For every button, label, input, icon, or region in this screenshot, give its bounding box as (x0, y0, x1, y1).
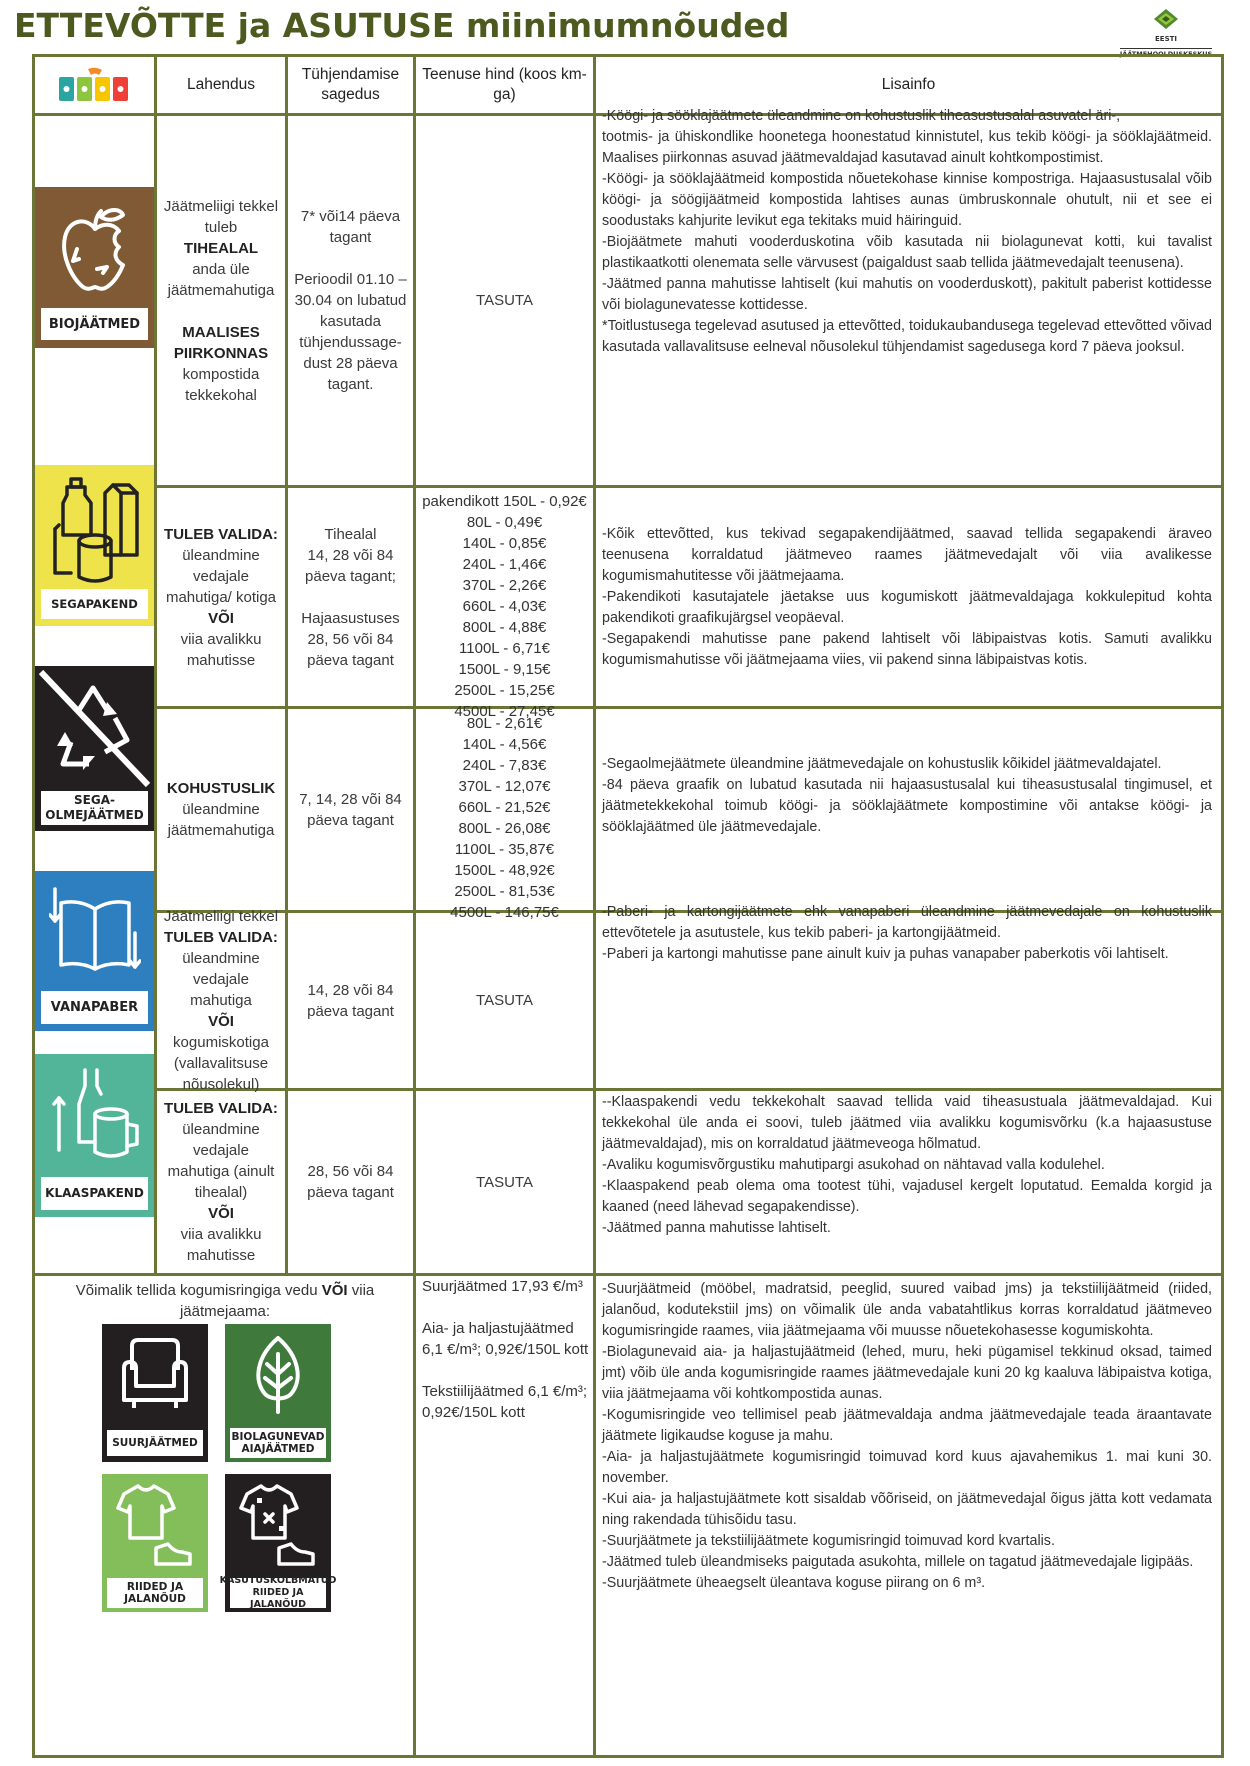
paper-price: TASUTA (476, 992, 533, 1009)
glass-solution: TULEB VALIDA: üleandmine vedajale mahutiga (ainult tihealal) VÕI viia avalikku mahutisse (164, 1100, 278, 1264)
packaging-solution: TULEB VALIDA: üleandmine vedajale mahutiga/ kotiga VÕI viia avalikku mahutisse (164, 525, 278, 669)
glass-info: --Klaaspakendi vedu tekkekohalt saavad tellida vaid tiheasustuala jäätmevaldajad. Kui tekkekohal üle anda ei soovi, tuleb jäätmed viia avalikku kogumisvõrku (k.a hajaasustuse jäätmevaldajad), mis on korraldatud jäätmeveoga hõlmatud. -Avaliku kogumisvõrgustiku mahutipargi asukohad on nähtavad valla kodulehel. -Klaaspakend peab olema oma tootest tühi, vajadusel kergelt loputatud. Eemalda korgid ja kaaned (need lähevad segapakendisse). -Jäätmed panna mahutisse lahtiselt. (602, 1094, 1212, 1236)
paper-info: -Paberi- ja kartongijäätmete ehk vanapaberi üleandmine jäätmevedajale on kohustuslik ettevõtetele ja asutustele, kus tekib paberi- ja kartongijäätmeid. -Paberi ja kartongi mahutisse pane ainult kuiv ja puhas vanapaber paberkotis või lahtiselt. (602, 904, 1212, 962)
logo (1108, 8, 1224, 52)
bins-icon (55, 67, 135, 103)
bulky-waste-label: SUURJÄÄTMED (107, 1430, 203, 1456)
textile-icon-box (102, 1474, 208, 1612)
armchair-icon (120, 1336, 190, 1412)
bulky-waste-icon-box (102, 1324, 208, 1462)
col-header-price: Teenuse hind (koos km- ga) (422, 66, 587, 103)
col-header-frequency: Tühjendamise sagedus (301, 66, 400, 103)
bio-frequency: 7* või14 päeva tagant Perioodil 01.10 – 30.04 on lubatud kasutada tühjendussage- dust 28 päeva tagant. (294, 208, 407, 393)
bio-info: -Köögi- ja sööklajäätmete üleandmine on kohustuslik tiheasustusalal asuvatel äri-, tootmis- ja ühiskondlike hoonetega hoonestatud kinnistutel, kus tekib köögi- ja sööklajäätmeid. Maalises piirkonnas asuvad jäätmevaldajad kasutavad ainult kohtkompostimist. -Köögi- ja sööklajäätmeid kompostida nõuetekohase kinnise kompostriga. Hajaasustusalal võib köögi- ja söögijäätmeid kompostida lahtises aunas ümbruskonnale ohutult, nii et see ei soodustaks kahjurite levikut ega tekitaks muid häiringuid. -Biojäätmete mahuti vooderduskotina võib kasutada nii biolagunevat kotti, kui tavalist plastikaatkotti olenemata selle värvusest (paigaldust saab tellida jäätmevedajalt teenusena). -Jäätmed panna mahutisse lahtiselt (kui mahutis on vooderduskott), pakitult paberist kottidesse või biolagunevatesse kottidesse. *Toitlustusega tegelevad asutused ja ettevõtted, toidukaubandusega tegelevad ettevõtted võivad kasutada vallavalitsuse eelneval nõusolekul tühjendamist sagedusega kord 7 päeva jooksul. (602, 108, 1212, 355)
packaging-info: -Kõik ettevõtted, kus tekivad segapakendijäätmed, saavad tellida segapakendi äraveo teenusena korraldatud jäätmeveo raames jäätmevedajalt või viia avalikesse kogumismahutitesse või jäätmejaama. -Pakendikoti kasutajatele jäetakse uus kogumiskott jäätmevaldajaga kokkulepitud kohta pakendikoti graafikujärgsel veopäeval. -Segapakendi mahutisse pane pakend lahtiselt või läbipaistvas kotis. Samuti avalikku kogumismahutisse või jäätmejaama viies, vii pakend sinna läbipaistvas kotis. (602, 526, 1212, 668)
waste-requirements-table (32, 54, 1224, 1758)
col-header-info: Lisainfo (881, 76, 936, 93)
leaf-icon (243, 1334, 313, 1414)
tshirt-shoe-icon (116, 1482, 194, 1572)
paper-frequency: 14, 28 või 84 päeva tagant (307, 981, 394, 1020)
unusable-textile-label: KASUTUSKÕLBMATUD RIIDED JA JALANÕUD (219, 1575, 337, 1610)
packaging-prices: pakendikott 150L - 0,92€ 80L - 0,49€ 140L - 0,85€ 240L - 1,46€ 370L - 2,26€ 660L - 4,03€ 800L - 4,88€ 1100L - 6,71€ 1500L - 9,15€ 2500L - 15,25€ 4500L - 27,45€ (422, 493, 587, 720)
paper-label: VANAPABER (41, 991, 148, 1024)
packaging-frequency: Tihealal 14, 28 või 84 päeva tagant; Hajaasustuses 28, 56 või 84 päeva tagant (301, 525, 400, 669)
garden-waste-icon-box (225, 1324, 331, 1462)
mixed-waste-solution: KOHUSTUSLIK üleandmine jäätmemahutiga (166, 780, 276, 839)
packaging-icon-box (35, 465, 154, 626)
logo-line1: EESTI (1155, 35, 1177, 43)
page-title: ETTEVÕTTE ja ASUTUSE miinimumnõuded (14, 6, 790, 45)
packaging-icon (49, 477, 141, 587)
crossed-recycle-icon (35, 666, 154, 791)
logo-icon (1153, 8, 1179, 30)
unusable-textile-icon-box (219, 1474, 337, 1612)
paper-icon-box (35, 871, 154, 1031)
paper-book-icon (49, 885, 141, 975)
bottom-prices: Suurjäätmed 17,93 €/m³ Aia- ja haljastujäätmed 6,1 €/m³; 0,92€/150L kott Tekstiilijäätmed 6,1 €/m³; 0,92€/150L kott (422, 1278, 589, 1421)
mixed-waste-info: -Segaolmejäätmete üleandmine jäätmevedajale on kohustuslik kõikidel jäätmevaldajatel. -84 päeva graafik on lubatud kasutada nii hajaasustusalal kui tiheasustusalal tingimusel, et jäätmetekkekohal toimub köögi- ja sööklajäätmete kompostimine või antakse köögi- ja sööklajäätmed üle jäätmevedajale. (602, 756, 1212, 835)
header-bins-icon (35, 57, 154, 113)
glass-frequency: 28, 56 või 84 päeva tagant (307, 1163, 394, 1201)
col-header-solution: Lahendus (186, 76, 256, 93)
paper-solution: Jäätmeliigi tekkel TULEB VALIDA: üleandmine vedajale mahutiga VÕI kogumiskotiga (vallavalitsuse nõusolekul) (163, 908, 279, 1093)
bio-solution: Jäätmeliigi tekkel tuleb TIHEALAL anda üle jäätmemahutiga MAALISES PIIRKONNAS kompostida tekkekohal (163, 197, 279, 404)
packaging-label: SEGAPAKEND (41, 589, 148, 619)
bio-label: BIOJÄÄTMED (41, 308, 148, 340)
bio-price: TASUTA (476, 292, 533, 309)
apple-core-icon (57, 203, 133, 301)
mixed-waste-label: SEGA- OLMEJÄÄTMED (41, 791, 148, 825)
textile-label: RIIDED JA JALANÕUD (107, 1578, 203, 1608)
glass-bottle-icon (51, 1068, 141, 1168)
mixed-waste-icon-box (35, 666, 154, 831)
mixed-waste-frequency: 7, 14, 28 või 84 päeva tagant (299, 790, 402, 829)
garden-waste-label: BIOLAGUNEVAD AIAJÄÄTMED (230, 1428, 326, 1458)
bio-waste-icon-box (35, 187, 154, 348)
bottom-intro: Võimalik tellida kogumisringiga vedu VÕI viia jäätmejaama: (75, 1282, 375, 1320)
mixed-waste-prices: 80L - 2,61€ 140L - 4,56€ 240L - 7,83€ 370L - 12,07€ 660L - 21,52€ 800L - 26,08€ 1100L - 35,87€ 1500L - 48,92€ 2500L - 81,53€ 4500L - 146,75€ (450, 715, 559, 921)
damaged-clothes-icon (239, 1482, 317, 1572)
glass-price: TASUTA (476, 1173, 533, 1191)
glass-icon-box (35, 1054, 154, 1217)
glass-label: KLAASPAKEND (41, 1177, 148, 1210)
bottom-info: -Suurjäätmeid (mööbel, madratsid, peeglid, suured vaibad jms) ja tekstiilijäätmeid (riided, jalanõud, kodutekstiil jms) on võimalik üle anda vabatahtlikus korras korraldatud jäätmeveo kogumisringide raames, viia jäätmejaama või muusse nõuetekohasesse kogumiskohta. -Biolagunevaid aia- ja haljastujäätmeid (lehed, muru, heki pügamisel tekkinud oksad, taimed jmt) võib üle anda kogumisringide raames jäätmevedajale kuni 20 kg kaaluva läbipaistva kotiga, viia jäätmejaama või kohtkompostida aunas. -Kogumisringide veo tellimisel peab jäätmevaldaja andma jäätmevedajale teada äraantavate jäätmete ligikaudse koguse ja mahu. -Aia- ja haljastujäätmete kogumisringid toimuvad kord kuus ajavahemikus 1. mai kuni 30. november. -Kui aia- ja haljastujäätmete kott sisaldab võõriseid, on jäätmevedajal õigus jätta kott vedamata ning rakendada tühisõidu tasu. -Suurjäätmete ja tekstiilijäätmete kogumisringid toimuvad kord kvartalis. -Jäätmed tuleb üleandmiseks paigutada asukohta, millele on tagatud jäätmevedajale ligipääs. -Suurjäätmete üheaegselt üleantava koguse piirang on 6 m³. (602, 1281, 1212, 1591)
